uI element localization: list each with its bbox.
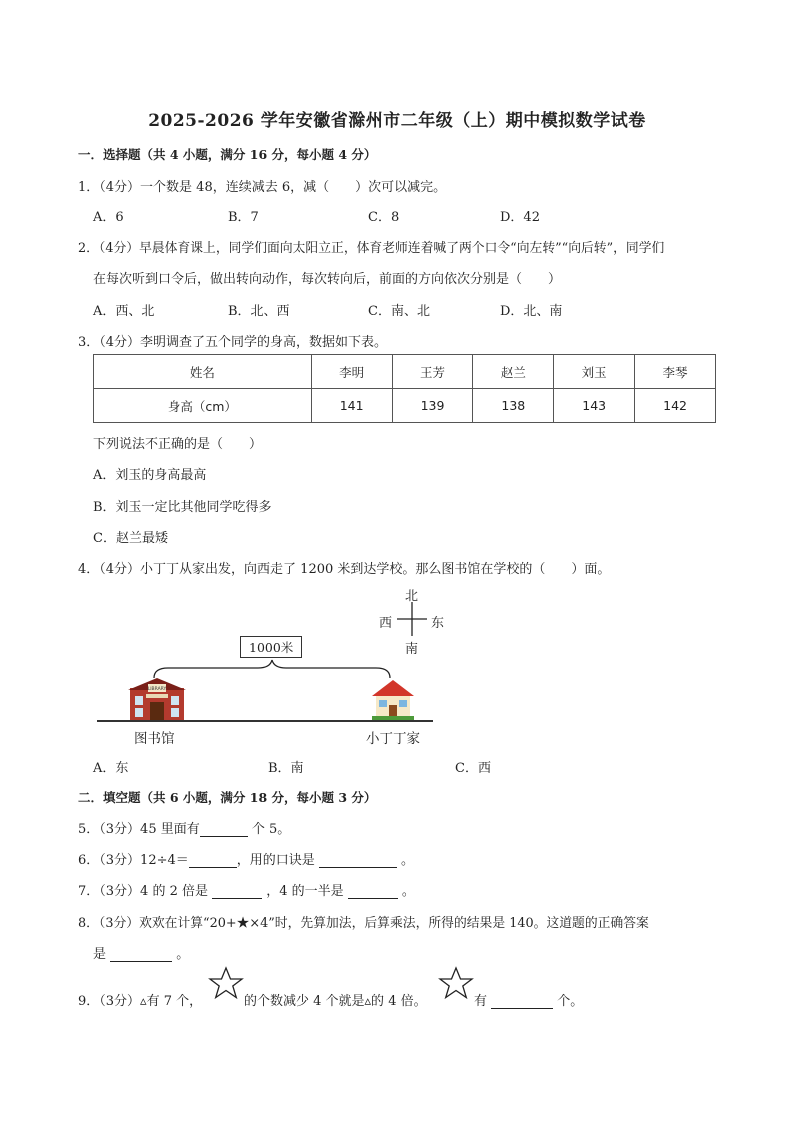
question-1: 1．（4分）一个数是 48，连续减去 6，减（ ）次可以减完。 xyxy=(78,180,447,195)
question-8-line2 xyxy=(93,943,189,962)
question-8-line1: 8．（3分）欢欢在计算“20+★×4”时，先算加法，后算乘法，所得的结果是 140。这道题的正确答案 xyxy=(78,916,649,931)
answer-blank[interactable] xyxy=(348,884,398,899)
distance-label: 1000米 xyxy=(240,636,302,658)
q1-option-b: B．7 xyxy=(228,210,259,225)
compass-cross-icon xyxy=(395,598,429,640)
table-cell: 141 xyxy=(311,389,392,423)
table-cell: 138 xyxy=(473,389,554,423)
table-cell: 143 xyxy=(554,389,635,423)
q8-text-b: 。 xyxy=(172,947,190,962)
question-4: 4．（4分）小丁丁从家出发，向西走了 1200 米到达学校。那么图书馆在学校的（ ）面。 xyxy=(78,562,611,577)
q7-text-c: 。 xyxy=(397,884,415,899)
answer-blank[interactable] xyxy=(189,853,237,868)
section-heading-choice: 一．选择题（共 4 小题，满分 16 分，每小题 4 分） xyxy=(78,147,377,162)
q9-text-a: 9．（3分）▵有 7 个， xyxy=(78,994,203,1009)
table-cell: 身高（cm） xyxy=(94,389,312,423)
page-title: 2025-2026 学年安徽省滁州市二年级（上）期中模拟数学试卷 xyxy=(148,111,646,131)
q2-option-c: C．南、北 xyxy=(368,304,430,319)
question-3: 3．（4分）李明调查了五个同学的身高，数据如下表。 xyxy=(78,335,388,350)
q7-text-b: ，4 的一半是 xyxy=(262,884,348,899)
q2-option-a: A．西、北 xyxy=(93,304,155,319)
house-icon xyxy=(370,678,416,720)
table-cell: 刘玉 xyxy=(554,355,635,389)
question-6 xyxy=(78,849,414,868)
q6-text-a: 6．（3分）12÷4＝ xyxy=(78,853,189,868)
q3-option-c: C．赵兰最矮 xyxy=(93,531,168,546)
q1-option-a: A．6 xyxy=(93,210,124,225)
compass-south: 南 xyxy=(405,642,419,657)
q3-prompt: 下列说法不正确的是（ ） xyxy=(93,437,263,452)
table-cell: 姓名 xyxy=(94,355,312,389)
question-2-line2: 在每次听到口令后，做出转向动作，每次转向后，前面的方向依次分别是（ ） xyxy=(93,272,562,287)
table-cell: 139 xyxy=(392,389,473,423)
answer-blank[interactable] xyxy=(200,822,248,837)
compass-north: 北 xyxy=(405,589,419,604)
home-label: 小丁丁家 xyxy=(366,731,420,747)
table-cell: 李明 xyxy=(311,355,392,389)
table-row xyxy=(94,389,716,423)
q9-text-d: 个。 xyxy=(553,994,584,1009)
answer-blank[interactable] xyxy=(319,853,397,868)
q7-text-a: 7．（3分）4 的 2 倍是 xyxy=(78,884,213,899)
table-cell: 赵兰 xyxy=(473,355,554,389)
star-icon xyxy=(438,966,474,1000)
table-cell: 李琴 xyxy=(635,355,716,389)
q3-option-b: B．刘玉一定比其他同学吃得多 xyxy=(93,500,272,515)
question-5 xyxy=(78,818,290,837)
library-building-icon xyxy=(128,678,186,720)
answer-blank[interactable] xyxy=(491,994,553,1009)
q3-option-a: A．刘玉的身高最高 xyxy=(93,468,207,483)
star-icon xyxy=(208,966,244,1000)
compass-east: 东 xyxy=(431,616,445,631)
q6-text-c: 。 xyxy=(396,853,415,868)
compass-west: 西 xyxy=(379,616,393,631)
q5-text-a: 5．（3分）45 里面有 xyxy=(78,822,200,837)
q1-option-c: C．8 xyxy=(368,210,400,225)
question-7 xyxy=(78,880,415,899)
height-table xyxy=(93,354,716,423)
q2-option-b: B．北、西 xyxy=(228,304,290,319)
table-header-row xyxy=(94,355,716,389)
library-sign: LIBRARY xyxy=(147,687,167,692)
q8-text-a: 是 xyxy=(93,947,111,962)
q4-option-c: C．西 xyxy=(455,761,491,776)
q5-text-b: 个 5。 xyxy=(247,822,291,837)
answer-blank[interactable] xyxy=(212,884,262,899)
q6-text-b: ，用的口诀是 xyxy=(236,853,319,868)
question-2-line1: 2．（4分）早晨体育课上，同学们面向太阳立正，体育老师连着喊了两个口令“向左转”“向后转”，同学们 xyxy=(78,241,665,256)
section-heading-fill: 二．填空题（共 6 小题，满分 18 分，每小题 3 分） xyxy=(78,790,377,805)
q9-tail xyxy=(474,990,583,1009)
table-cell: 142 xyxy=(635,389,716,423)
answer-blank[interactable] xyxy=(110,947,172,962)
q4-option-b: B．南 xyxy=(268,761,304,776)
table-cell: 王芳 xyxy=(392,355,473,389)
library-label: 图书馆 xyxy=(134,731,175,747)
q9-text-b: 的个数减少 4 个就是▵的 4 倍。 xyxy=(244,994,427,1009)
q2-option-d: D．北、南 xyxy=(500,304,563,319)
ground-line xyxy=(97,720,433,722)
question-9 xyxy=(78,990,202,1009)
q4-option-a: A．东 xyxy=(93,761,129,776)
q1-option-d: D．42 xyxy=(500,210,540,225)
q9-text-c: 有 xyxy=(474,994,492,1009)
